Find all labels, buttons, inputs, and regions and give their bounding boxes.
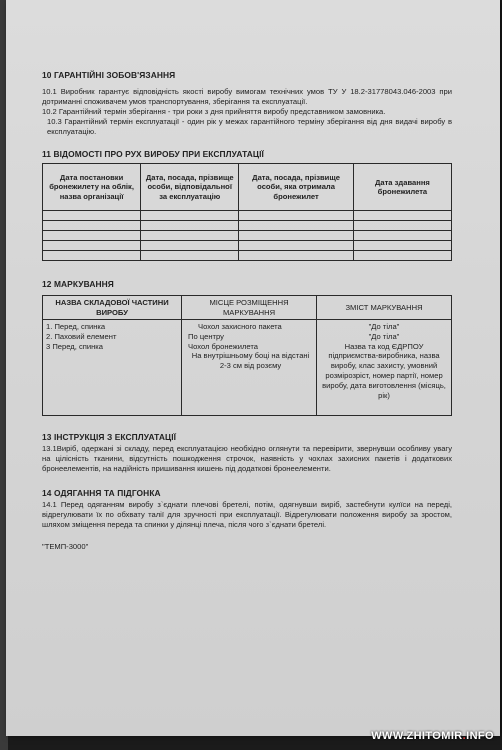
section-10-heading: 10 ГАРАНТІЙНІ ЗОБОВ'ЯЗАННЯ	[42, 70, 176, 80]
manufacturer-signature: "ТЕМП-3000"	[42, 542, 89, 551]
marking-places-cell	[182, 320, 317, 416]
movement-table-header	[43, 164, 452, 211]
section-13-1: 13.1Виріб, одержані зі складу, перед експлуатацією необхідно оглянути та перевірити, звернувши особливу увагу на цілісність тканини, відсутність пошкодження строчок, наявність у чохлах захисних пакетів і додаткових бронеелементів, на надійність пришивання кишень під додаткові бронеелементи.	[42, 444, 452, 473]
marking-place-4: На внутрішньому боці на відстані 2-3 см від розєму	[191, 351, 310, 371]
section-14-heading: 14 ОДЯГАННЯ ТА ПІДГОНКА	[42, 488, 161, 498]
movement-table-cell	[239, 241, 354, 251]
movement-col-receiver: Дата, посада, прізвище особи, яка отримала бронежилет	[239, 164, 354, 211]
movement-table-row	[43, 221, 452, 231]
section-10-2: 10.2 Гарантійний термін зберігання - три роки з дня прийняття виробу представником замовника.	[42, 107, 386, 116]
movement-table-cell	[239, 221, 354, 231]
marking-content-1: "До тіла"	[368, 322, 400, 331]
marking-place-2: По центру	[188, 331, 224, 341]
watermark-suffix: INFO	[466, 730, 494, 742]
watermark-prefix: WWW.	[371, 730, 407, 742]
movement-table-cell	[353, 231, 451, 241]
marking-col-part: НАЗВА СКЛАДОВОЇ ЧАСТИНИ ВИРОБУ	[43, 296, 182, 320]
section-marking	[42, 279, 452, 416]
movement-table-cell	[239, 231, 354, 241]
movement-table-cell	[353, 221, 451, 231]
marking-content-3: Назва та код ЄДРПОУ підприємства-виробника, назва виробу, клас захисту, умовний розмірозріст, номер партії, номер виробу, дата виготовлення (місяць, рік)	[322, 341, 446, 400]
movement-table-row	[43, 211, 452, 221]
marking-col-content: ЗМІСТ МАРКУВАННЯ	[317, 296, 452, 320]
marking-table	[42, 295, 452, 416]
marking-table-header	[43, 296, 452, 320]
section-fitting	[42, 488, 452, 530]
movement-col-responsible: Дата, посада, прізвище особи, відповідальної за експлуатацію	[141, 164, 239, 211]
section-13-heading: 13 ІНСТРУКЦІЯ З ЕКСПЛУАТАЦІЇ	[42, 432, 177, 442]
marking-content-2: "До тіла"	[368, 331, 400, 341]
movement-table-cell	[239, 251, 354, 261]
section-movement	[42, 149, 452, 261]
movement-table-cell	[141, 211, 239, 221]
movement-table-row	[43, 231, 452, 241]
section-14-1: 14.1 Перед одяганням виробу з`єднати плечові бретелі, потім, одягнувши виріб, застебнути кулїси на переді, відрегулювати їх по обхвату талії для зручності при експлуатації. Відрегулювати положення виробу за зростом, шляхом зміщення переда та спинки у ділянці плеча, після чого з`єднати бретелі.	[42, 500, 452, 529]
section-10-1: 10.1 Виробник гарантує відповідність якості виробу вимогам технічних умов ТУ У 18.2-31778043.046-2003 при дотриманні споживачем умов транспортування, зберігання та експлуатації.	[42, 87, 452, 106]
movement-col-registration: Дата постановки бронежилету на облік, назва організації	[43, 164, 141, 211]
marking-table-row	[43, 320, 452, 416]
section-11-heading: 11 ВІДОМОСТІ ПРО РУХ ВИРОБУ ПРИ ЕКСПЛУАТАЦІЇ	[42, 149, 264, 159]
movement-table-cell	[141, 231, 239, 241]
movement-table-cell	[43, 221, 141, 231]
movement-table-cell	[141, 221, 239, 231]
movement-table-cell	[353, 241, 451, 251]
marking-part-2: 2. Паховий елемент	[46, 331, 117, 341]
movement-table-cell	[353, 251, 451, 261]
marking-col-place: МІСЦЕ РОЗМІЩЕННЯ МАРКУВАННЯ	[182, 296, 317, 320]
movement-table-cell	[353, 211, 451, 221]
document-page	[42, 70, 452, 552]
section-10-3: 10.3 Гарантійний термін експлуатації - один рік у межах гарантійного терміну зберігання від дня видачі виробу в експлуатацію.	[47, 117, 452, 136]
movement-table-cell	[141, 251, 239, 261]
movement-table-body	[43, 211, 452, 261]
section-12-heading: 12 МАРКУВАННЯ	[42, 279, 114, 289]
movement-table-cell	[141, 241, 239, 251]
section-warranty	[42, 70, 452, 137]
watermark-name: ZHITOMIR	[406, 730, 463, 742]
marking-part-3: 3 Перед, спинка	[46, 341, 104, 351]
movement-table-row	[43, 241, 452, 251]
marking-part-1: 1. Перед, спинка	[46, 322, 106, 331]
movement-table-row	[43, 251, 452, 261]
section-instructions	[42, 432, 452, 474]
marking-contents-cell	[317, 320, 452, 416]
movement-table-cell	[43, 241, 141, 251]
movement-table-cell	[43, 211, 141, 221]
movement-col-return-date: Дата здавання бронежилета	[353, 164, 451, 211]
watermark: WWW.ZHITOMIR.INFO	[371, 730, 494, 742]
movement-table-cell	[43, 231, 141, 241]
marking-place-1: Чохол захисного пакета	[198, 322, 282, 331]
movement-table-cell	[43, 251, 141, 261]
marking-place-3: Чохол бронежилета	[188, 341, 259, 351]
movement-table	[42, 163, 452, 261]
movement-table-cell	[239, 211, 354, 221]
document-sheet	[6, 0, 500, 736]
marking-parts-cell	[43, 320, 182, 416]
